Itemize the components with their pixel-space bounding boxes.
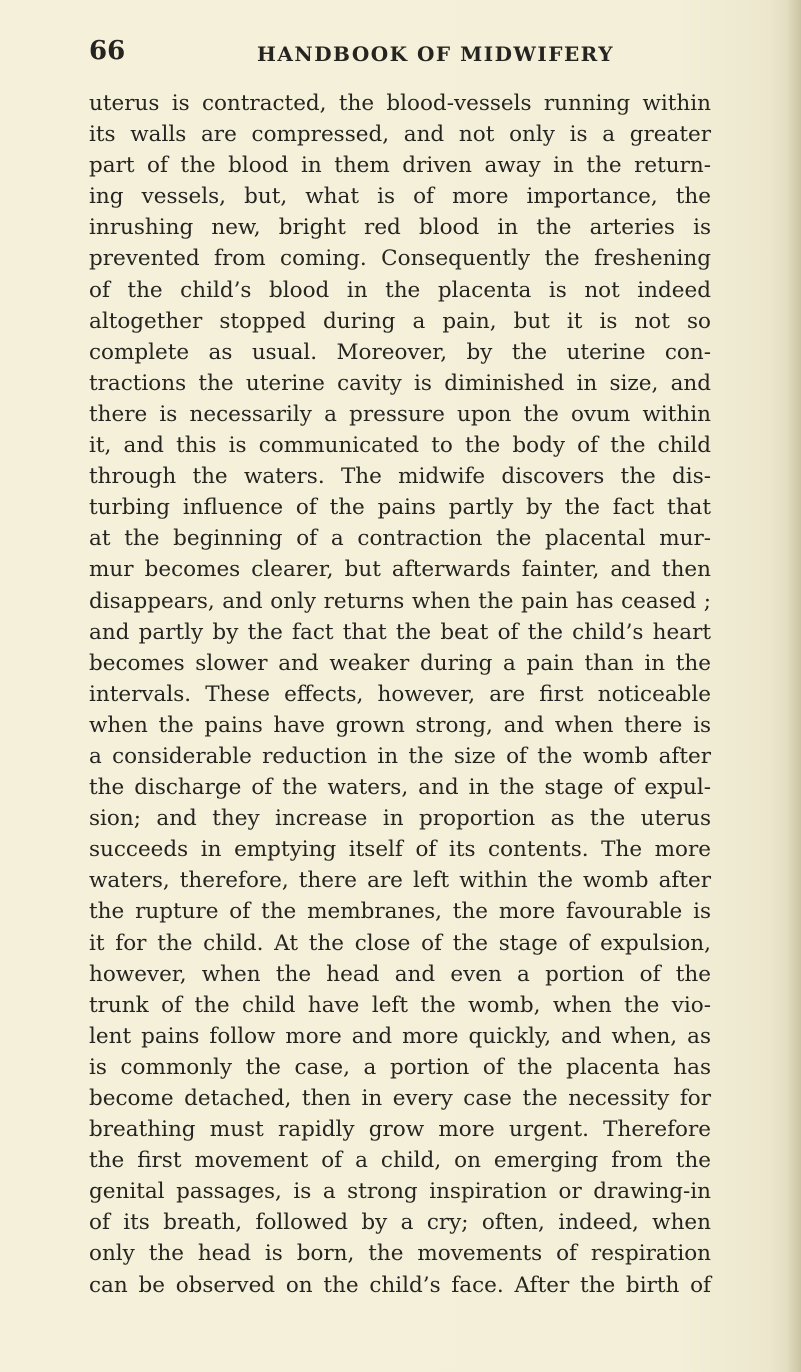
- text-line: is commonly the case, a portion of the placenta has: [89, 1054, 711, 1080]
- text-line: becomes slower and weaker during a pain than in the: [89, 650, 711, 676]
- text-line: mur becomes clearer, but afterwards fainter, and then: [89, 557, 711, 583]
- text-line: there is necessarily a pressure upon the ovum within: [89, 401, 711, 427]
- page-header: [89, 36, 709, 76]
- text-line: prevented from coming. Consequently the freshening: [89, 246, 711, 272]
- text-line: it, and this is communicated to the body of the child: [89, 433, 711, 459]
- text-line: of its breath, followed by a cry; often, indeed, when: [89, 1210, 711, 1236]
- text-line: at the beginning of a contraction the placental mur-: [89, 526, 711, 552]
- text-line: only the head is born, the movements of respiration: [89, 1241, 711, 1267]
- text-line: succeeds in emptying itself of its contents. The more: [89, 837, 711, 863]
- text-line: become detached, then in every case the necessity for: [89, 1086, 711, 1111]
- text-line: its walls are compressed, and not only is a greater: [89, 122, 711, 148]
- body-text: [89, 88, 711, 1301]
- text-line: part of the blood in them driven away in the return-: [89, 153, 711, 179]
- text-line: complete as usual. Moreover, by the uterine con-: [89, 339, 711, 365]
- text-line: trunk of the child have left the womb, when the vio-: [89, 992, 711, 1018]
- text-line: when the pains have grown strong, and when there is: [89, 712, 711, 738]
- text-line: the discharge of the waters, and in the stage of expul-: [89, 775, 711, 801]
- text-line: of the child’s blood in the placenta is not indeed: [89, 277, 711, 303]
- page-edge-shadow: [787, 0, 801, 1372]
- text-line: genital passages, is a strong inspiration or drawing-in: [89, 1179, 711, 1205]
- text-line: through the waters. The midwife discovers the dis-: [89, 464, 711, 490]
- text-line: intervals. These effects, however, are first noticeable: [89, 681, 711, 707]
- text-line: inrushing new, bright red blood in the arteries is: [89, 215, 711, 241]
- text-line: sion; and they increase in proportion as the uterus: [89, 806, 711, 832]
- text-line: it for the child. At the close of the stage of expulsion,: [89, 930, 711, 956]
- text-line: uterus is contracted, the blood-vessels running within: [89, 91, 711, 116]
- running-title: HANDBOOK OF MIDWIFERY: [257, 42, 614, 66]
- text-line: the first movement of a child, on emerging from the: [89, 1148, 711, 1174]
- text-line: altogether stopped during a pain, but it is not so: [89, 308, 711, 334]
- text-line: the rupture of the membranes, the more favourable is: [89, 899, 711, 925]
- text-line: breathing must rapidly grow more urgent. Therefore: [89, 1117, 711, 1143]
- text-line: lent pains follow more and more quickly, and when, as: [89, 1023, 711, 1049]
- text-line: a considerable reduction in the size of the womb after: [89, 743, 711, 769]
- text-line: and partly by the fact that the beat of the child’s heart: [89, 619, 711, 645]
- text-line: tractions the uterine cavity is diminished in size, and: [89, 370, 711, 396]
- page-number: 66: [89, 36, 126, 66]
- text-line: can be observed on the child’s face. After the birth of: [89, 1272, 711, 1298]
- text-line: ing vessels, but, what is of more importance, the: [89, 184, 711, 210]
- text-line: disappears, and only returns when the pain has ceased ;: [89, 588, 711, 614]
- text-line: however, when the head and even a portion of the: [89, 961, 711, 987]
- text-line: waters, therefore, there are left within the womb after: [89, 868, 711, 894]
- text-line: turbing influence of the pains partly by the fact that: [89, 495, 711, 521]
